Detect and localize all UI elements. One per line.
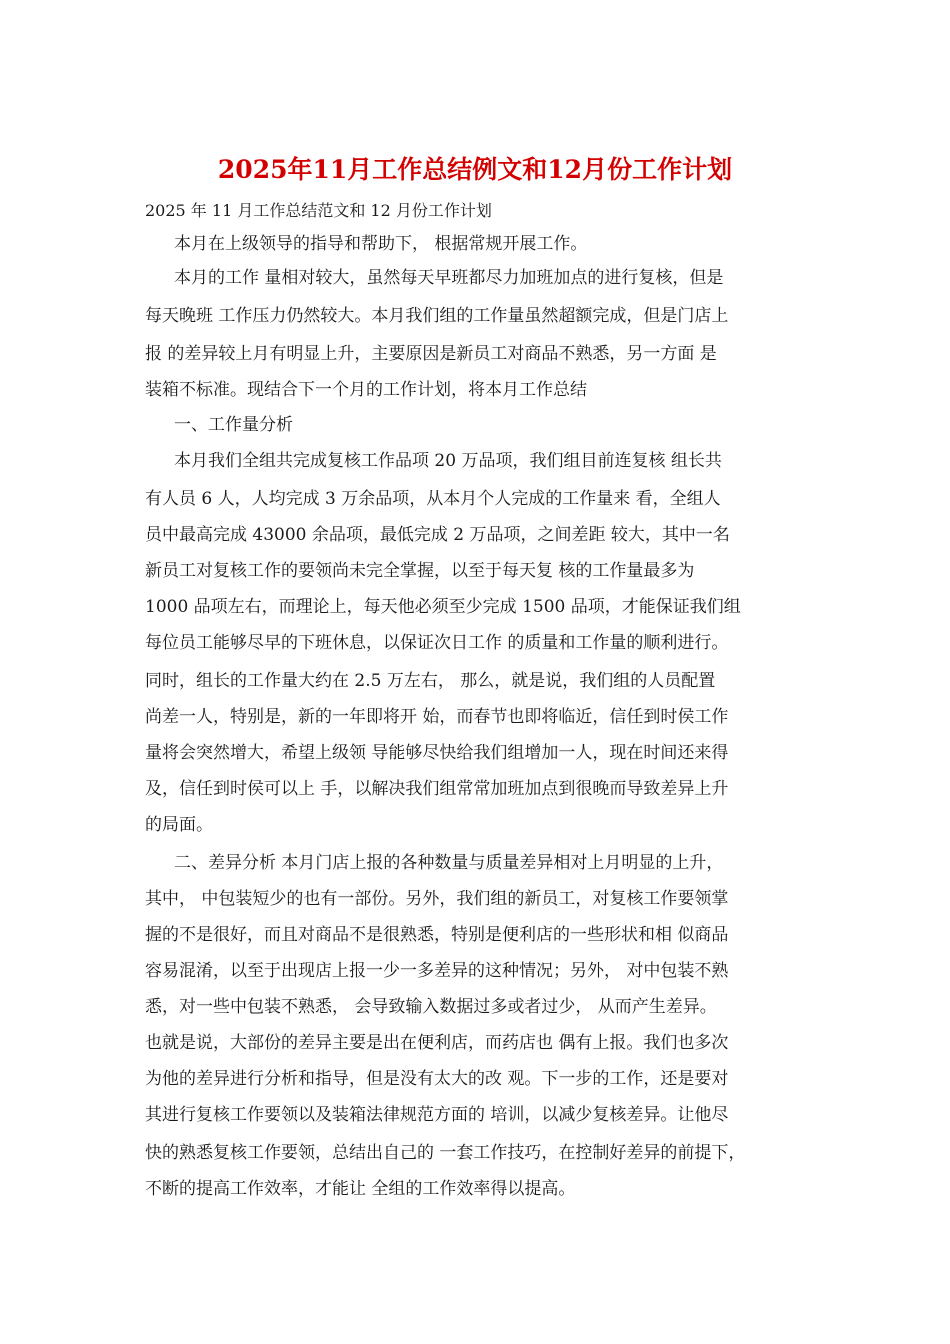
section-heading: 二、差异分析 本月门店上报的各种数量与质量差异相对上月明显的上升，: [174, 853, 724, 873]
body-line: 容易混淆，以至于出现店上报一少一多差异的这种情况；另外， 对中包装不熟: [145, 961, 729, 981]
section-heading: 一、工作量分析: [174, 415, 293, 435]
body-line: 及，信任到时侯可以上 手，以解决我们组常常加班加点到很晚而导致差异上升: [145, 779, 729, 799]
body-line: 员中最高完成 43000 余品项，最低完成 2 万品项，之间差距 较大，其中一名: [145, 525, 730, 545]
body-line: 快的熟悉复核工作要领，总结出自己的 一套工作技巧，在控制好差异的前提下，: [145, 1143, 746, 1163]
body-line: 装箱不标准。现结合下一个月的工作计划，将本月工作总结: [145, 380, 587, 400]
body-line: 1000 品项左右，而理论上，每天他必须至少完成 1500 品项，才能保证我们组: [145, 597, 741, 617]
body-line: 其中， 中包装短少的也有一部份。另外，我们组的新员工，对复核工作要领掌: [145, 889, 729, 909]
body-line: 新员工对复核工作的要领尚未完全掌握，以至于每天复 核的工作量最多为: [145, 561, 695, 581]
body-line: 不断的提高工作效率，才能让 全组的工作效率得以提高。: [145, 1179, 576, 1199]
body-line: 为他的差异进行分析和指导，但是没有太大的改 观。下一步的工作，还是要对: [145, 1069, 729, 1089]
body-line: 有人员 6 人，人均完成 3 万余品项，从本月个人完成的工作量来 看，全组人: [145, 489, 721, 509]
body-line: 也就是说，大部份的差异主要是出在便利店，而药店也 偶有上报。我们也多次: [145, 1033, 729, 1053]
body-line: 本月的工作 量相对较大，虽然每天早班都尽力加班加点的进行复核，但是: [174, 268, 724, 288]
body-line: 本月我们全组共完成复核工作品项 20 万品项，我们组目前连复核 组长共: [174, 451, 722, 471]
body-line: 其进行复核工作要领以及装箱法律规范方面的 培训，以减少复核差异。让他尽: [145, 1105, 729, 1125]
body-line: 尚差一人，特别是，新的一年即将开 始，而春节也即将临近，信任到时侯工作: [145, 707, 729, 727]
body-line: 报 的差异较上月有明显上升，主要原因是新员工对商品不熟悉，另一方面 是: [145, 344, 717, 364]
body-line: 量将会突然增大，希望上级领 导能够尽快给我们组增加一人，现在时间还来得: [145, 743, 729, 763]
document-subtitle: 2025 年 11 月工作总结范文和 12 月份工作计划: [145, 201, 492, 220]
body-line: 每位员工能够尽早的下班休息，以保证次日工作 的质量和工作量的顺利进行。: [145, 633, 729, 653]
body-line: 本月在上级领导的指导和帮助下， 根据常规开展工作。: [174, 234, 588, 254]
body-line: 握的不是很好，而且对商品不是很熟悉，特别是便利店的一些形状和相 似商品: [145, 925, 729, 945]
document-title: 2025年11月工作总结例文和12月份工作计划: [217, 155, 733, 184]
body-line: 同时，组长的工作量大约在 2.5 万左右， 那么，就是说，我们组的人员配置: [145, 671, 716, 691]
body-line: 悉，对一些中包装不熟悉， 会导致输入数据过多或者过少， 从而产生差异。: [145, 997, 717, 1017]
body-line: 的局面。: [145, 815, 213, 835]
body-line: 每天晚班 工作压力仍然较大。本月我们组的工作量虽然超额完成，但是门店上: [145, 306, 729, 326]
